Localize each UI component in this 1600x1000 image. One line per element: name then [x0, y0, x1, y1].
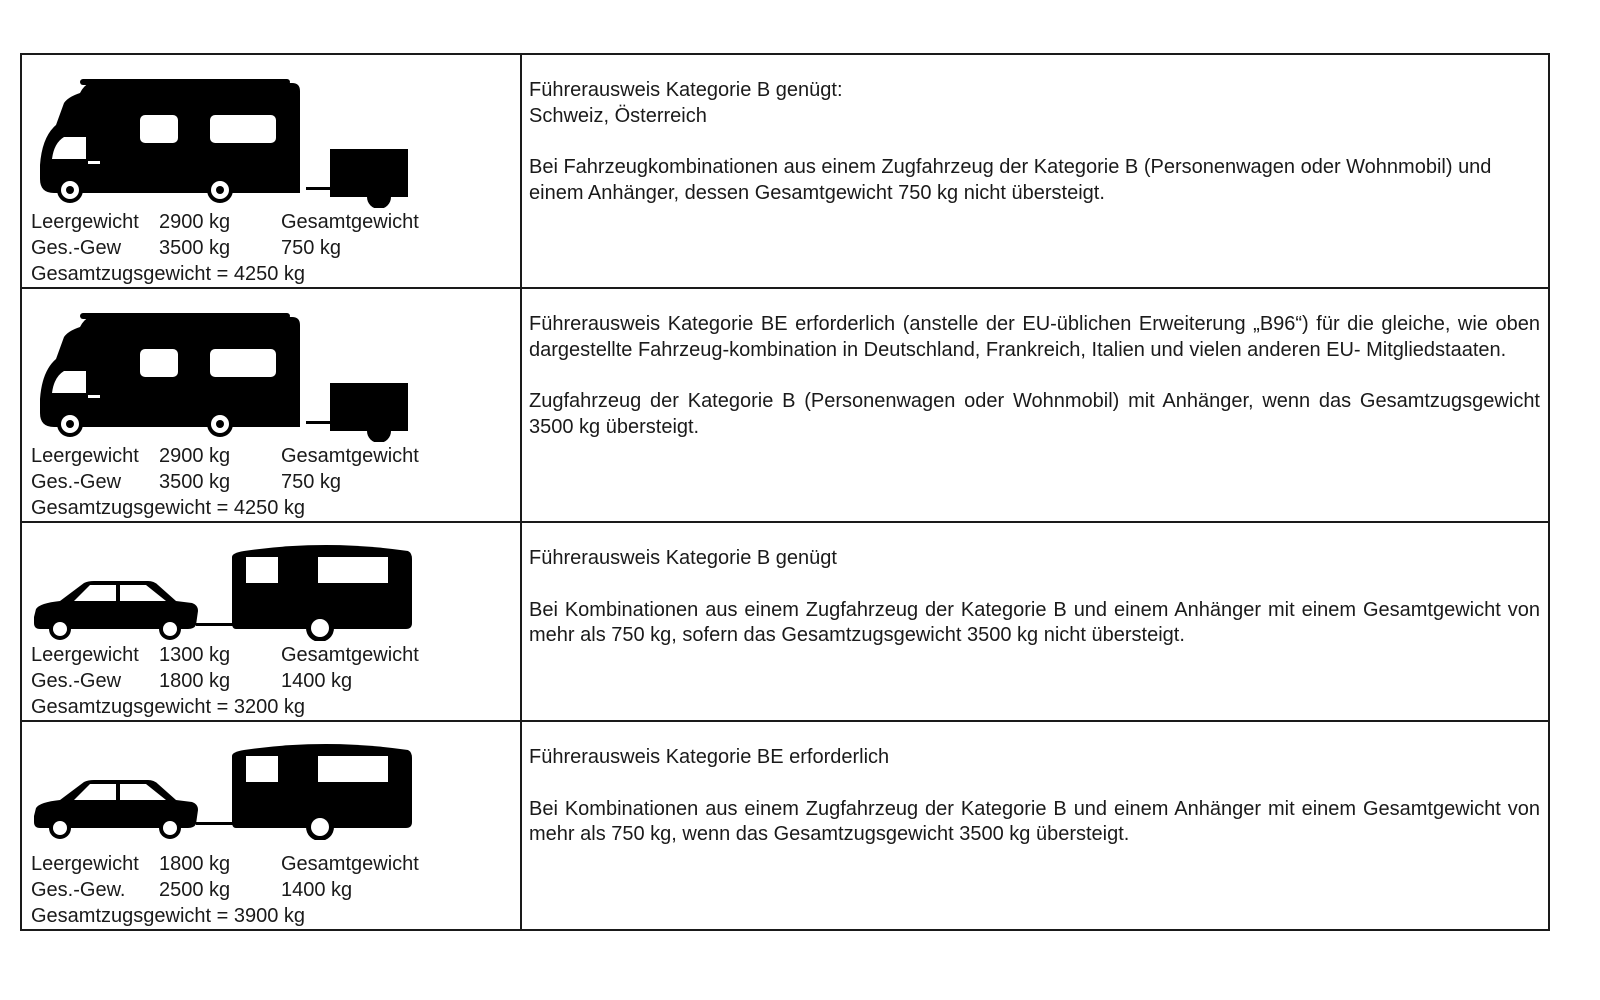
- weights-line-1: Leergewicht 1800 kg Gesamtgewicht: [31, 853, 419, 875]
- requirement-paragraph: Führerausweis Kategorie BE erforderlich (anstelle der EU-üblichen Erweiterung „B96“) für die gleiche, wie oben dargestellte Fahrzeug-kombination in Deutschland, Frankreich, Italien und vielen anderen EU- Mitgliedstaaten.: [529, 313, 1540, 361]
- weights-line-2: Ges.-Gew 1800 kg 1400 kg: [31, 670, 353, 692]
- weights-line-2: Ges.-Gew 3500 kg 750 kg: [31, 471, 342, 493]
- total-weight: Gesamtzugsgewicht = 3900 kg: [31, 905, 306, 927]
- description-paragraph: Bei Kombinationen aus einem Zugfahrzeug der Kategorie B und einem Anhänger mit einem Gesamtgewicht von mehr als 750 kg, sofern das Gesamtzugsgewicht 3500 kg nicht übersteigt.: [529, 598, 1540, 646]
- weights-block: [31, 642, 419, 720]
- description-cell: [522, 55, 1548, 287]
- description-paragraph: Bei Fahrzeugkombinationen aus einem Zugfahrzeug der Kategorie B (Personenwagen oder Wohnmobil) und einem Anhänger, dessen Gesamtgewicht 750 kg nicht übersteigt.: [529, 156, 1492, 204]
- license-category-table: [20, 53, 1550, 931]
- weights-line-2: Ges.-Gew. 2500 kg 1400 kg: [31, 879, 353, 901]
- requirement-heading: Führerausweis Kategorie B genügt: [529, 547, 837, 569]
- weights-block: [31, 209, 419, 287]
- description-cell: [522, 523, 1548, 720]
- total-weight: Gesamtzugsgewicht = 4250 kg: [31, 263, 306, 285]
- description-cell: [522, 722, 1548, 929]
- weights-line-1: Leergewicht 2900 kg Gesamtgewicht: [31, 445, 419, 467]
- description-paragraph: Bei Kombinationen aus einem Zugfahrzeug der Kategorie B und einem Anhänger mit einem Gesamtgewicht von mehr als 750 kg, wenn das Gesamtzugsgewicht 3500 kg übersteigt.: [529, 797, 1540, 845]
- vehicle-cell: [22, 55, 522, 287]
- vehicle-cell: [22, 722, 522, 929]
- car-with-caravan-icon: [30, 545, 420, 641]
- camper-with-trailer-icon: [30, 307, 420, 442]
- table-row: [22, 55, 1548, 287]
- total-weight: Gesamtzugsgewicht = 3200 kg: [31, 696, 306, 718]
- requirement-heading: Führerausweis Kategorie B genügt:: [529, 79, 843, 101]
- table-row: [22, 521, 1548, 720]
- vehicle-cell: [22, 289, 522, 521]
- weights-line-1: Leergewicht 2900 kg Gesamtgewicht: [31, 211, 419, 233]
- description-cell: [522, 289, 1548, 521]
- countries: Schweiz, Österreich: [529, 104, 707, 127]
- car-with-caravan-icon: [30, 744, 420, 840]
- vehicle-cell: [22, 523, 522, 720]
- total-weight: Gesamtzugsgewicht = 4250 kg: [31, 497, 306, 519]
- weights-line-2: Ges.-Gew 3500 kg 750 kg: [31, 237, 342, 259]
- description-paragraph: Zugfahrzeug der Kategorie B (Personenwagen oder Wohnmobil) mit Anhänger, wenn das Gesamtzugsgewicht 3500 kg übersteigt.: [529, 390, 1540, 438]
- table-row: [22, 287, 1548, 521]
- table-row: [22, 720, 1548, 929]
- weights-block: [31, 851, 419, 929]
- weights-line-1: Leergewicht 1300 kg Gesamtgewicht: [31, 644, 419, 666]
- weights-block: [31, 443, 419, 521]
- camper-with-trailer-icon: [30, 73, 420, 208]
- requirement-heading: Führerausweis Kategorie BE erforderlich: [529, 746, 890, 768]
